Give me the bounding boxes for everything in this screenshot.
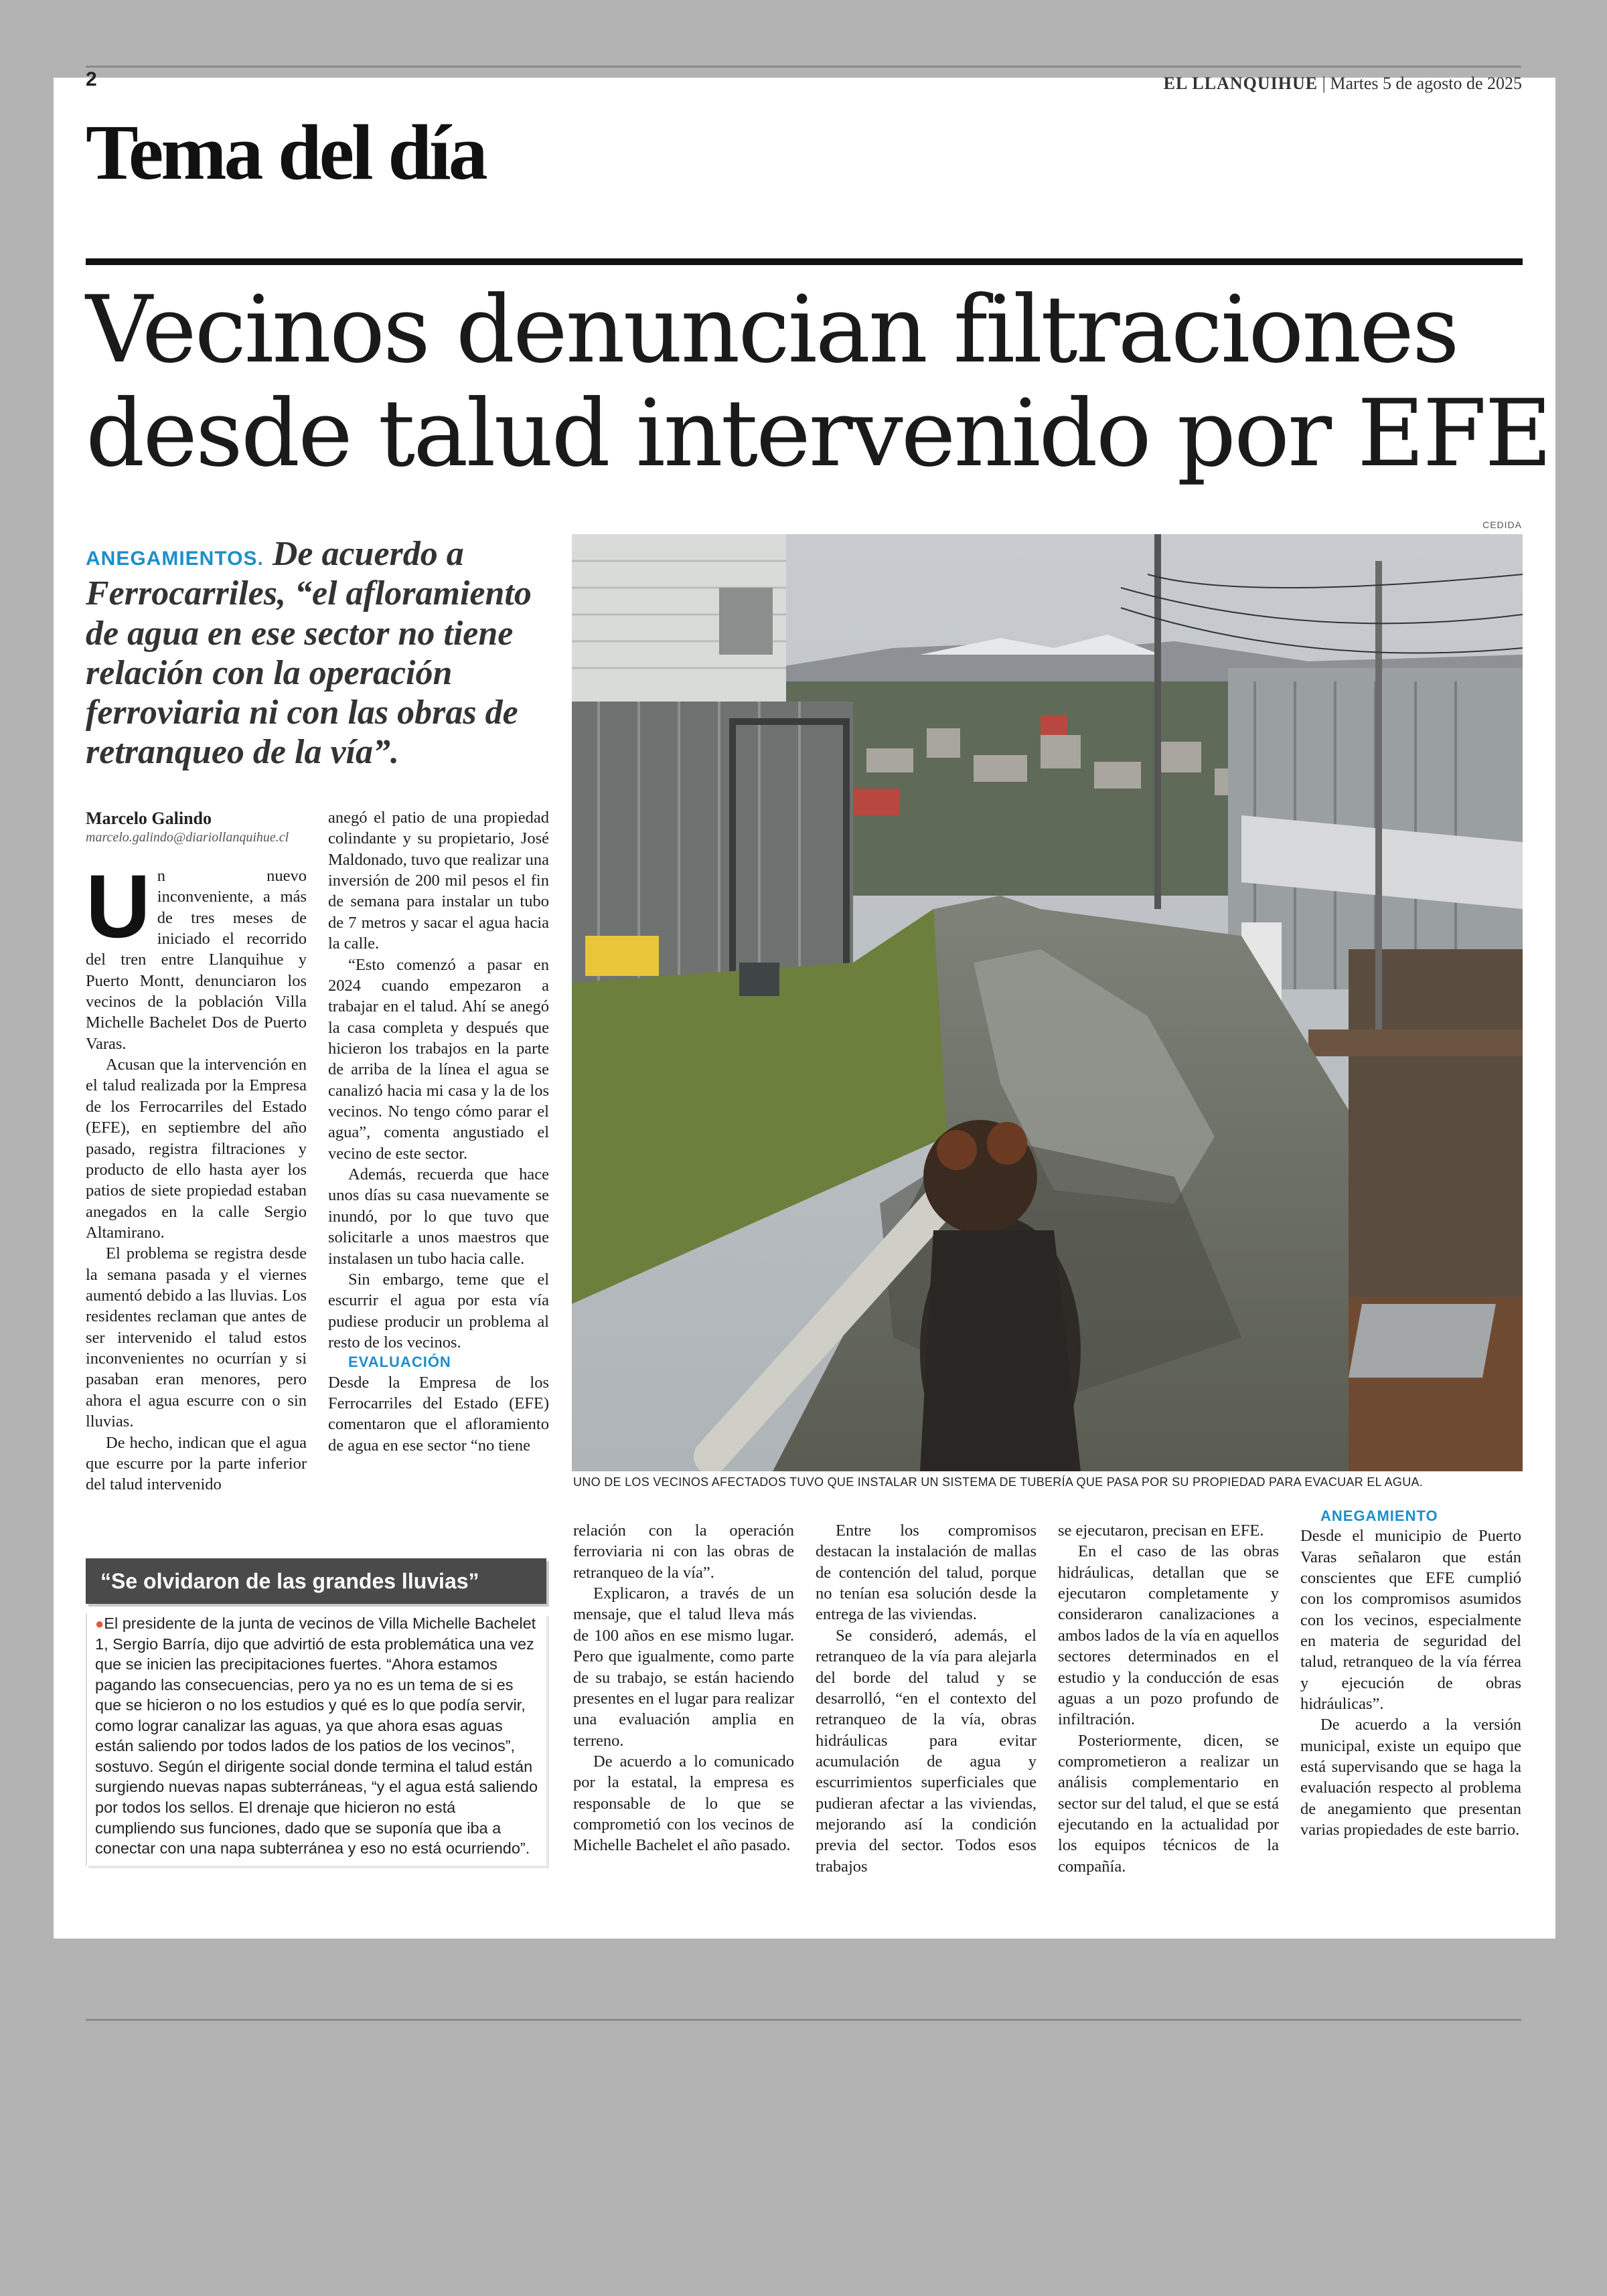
masthead — [1164, 74, 1522, 94]
subhead-evaluacion: EVALUACIÓN — [348, 1354, 451, 1371]
sidebar-body — [86, 1613, 546, 1866]
sidebar-title: “Se olvidaron de las grandes lluvias” — [86, 1558, 546, 1604]
top-divider — [86, 66, 1521, 68]
article-paragraph: “Esto comenzó a pasar en 2024 cuando empezaron a trabajar en el talud. Ahí se anegó la casa completa y después que hicieron los trabajos en la parte de arriba de la línea el agua se canalizó hacia mi casa y la de los vecinos. No tengo cómo parar el agua”, comenta angustiado el vecino de este sector. — [328, 955, 549, 1163]
author-email: marcelo.galindo@diariollanquihue.cl — [86, 830, 289, 845]
article-column-5 — [1058, 1520, 1279, 1877]
subhead-anegamiento: ANEGAMIENTO — [1320, 1507, 1438, 1524]
newspaper-page — [54, 68, 1555, 1939]
article-paragraph: De acuerdo a lo comunicado por la estatal, la empresa es responsable de lo que se comprometió con los vecinos de Michelle Bachelet el año pasado. — [573, 1752, 794, 1855]
article-paragraph: Además, recuerda que hace unos días su casa nuevamente se inundó, por lo que tuvo que solicitarle a unos maestros que instalasen un tubo hacia calle. — [328, 1165, 549, 1268]
article-photo — [572, 534, 1523, 1471]
article-paragraph: Explicaron, a través de un mensaje, que el talud lleva más de 100 años en ese mismo lugar. Pero que igualmente, como parte de su trabajo, se están haciendo presentes en el lugar para realizar una evaluación amplia en terreno. — [573, 1584, 794, 1750]
article-paragraph: Sin embargo, teme que el escurrir el agua por esta vía pudiese producir un problema al resto de los vecinos. — [328, 1270, 549, 1351]
article-paragraph: Posteriormente, dicen, se comprometieron a realizar un análisis complementario en sector sur del talud, el que se está ejecutando en la actualidad por los equipos técnicos de la compañía. — [1058, 1731, 1279, 1876]
article-column-1 — [86, 807, 307, 1495]
article-paragraph: De acuerdo a la versión municipal, existe un equipo que está supervisando que se haga la evaluación respecto al problema de anegamiento que presentan varias propiedades de este barrio. — [1300, 1716, 1521, 1839]
sidebar-bullet-icon: ● — [95, 1615, 104, 1632]
article-paragraph: De hecho, indican que el agua que escurre por la parte inferior del talud intervenido — [86, 1433, 307, 1494]
masthead-separator: | — [1322, 74, 1330, 93]
author-name: Marcelo Galindo — [86, 809, 212, 828]
article-paragraph: relación con la operación ferroviaria ni con las obras de retranqueo de la vía”. — [573, 1522, 794, 1582]
article-paragraph: Desde el municipio de Puerto Varas señalaron que están conscientes que EFE cumplió con los compromisos asumidos con los vecinos, especialmente en materia de seguridad del talud, retranqueo de la vía férrea y ejecución de obras hidráulicas”. — [1300, 1527, 1521, 1714]
bottom-divider — [86, 2019, 1521, 2021]
street-flood-photo-illustration — [572, 534, 1523, 1471]
photo-credit: CEDIDA — [1482, 519, 1522, 530]
section-title: Tema del día — [86, 108, 485, 196]
page-number: 2 — [86, 68, 97, 90]
article-paragraph: El problema se registra desde la semana pasada y el viernes aumentó debido a las lluvias. Los residentes reclaman que antes de ser intervenido el talud estos inconvenientes no ocurrían y si pasaban eran menores, pero ahora el agua escurre con o sin lluvias. — [86, 1244, 307, 1431]
article-paragraph: Desde la Empresa de los Ferrocarriles del Estado (EFE) comentaron que el afloramiento de agua en ese sector “no tiene — [328, 1373, 549, 1455]
article-paragraph: Un nuevo inconveniente, a más de tres meses de iniciado el recorrido del tren entre Llanquihue y Puerto Montt, denunciaron los vecinos de la población Villa Michelle Bachelet Dos de Puerto Varas. — [86, 856, 307, 1053]
article-paragraph: se ejecutaron, precisan en EFE. — [1058, 1522, 1264, 1540]
headline-line-1: Vecinos denuncian filtraciones — [86, 276, 1458, 384]
headline-line-2: desde talud intervenido por EFE — [86, 379, 1551, 487]
article-column-6 — [1300, 1507, 1521, 1841]
article-paragraph: Entre los compromisos destacan la instalación de mallas de contención del talud, porque no tenían esa solución desde la entrega de las viviendas. — [816, 1522, 1037, 1624]
photo-caption: UNO DE LOS VECINOS AFECTADOS TUVO QUE INSTALAR UN SISTEMA DE TUBERÍA QUE PASA POR SU PROPIEDAD PARA EVACUAR EL AGUA. — [573, 1475, 1424, 1489]
article-column-2 — [328, 807, 549, 1456]
publication-name: EL LLANQUIHUE — [1163, 74, 1318, 93]
lead-paragraph — [86, 534, 548, 772]
drop-cap: U — [86, 856, 151, 957]
article-column-3 — [573, 1520, 794, 1856]
lead-text: De acuerdo a Ferrocarriles, “el afloramiento de agua en ese sector no tiene relación con la operación ferroviaria ni con las obras de retranqueo de la vía”. — [86, 535, 532, 772]
publication-date: Martes 5 de agosto de 2025 — [1330, 74, 1522, 93]
lead-kicker: ANEGAMIENTOS. — [86, 548, 264, 570]
sidebar-box — [86, 1558, 546, 1973]
article-paragraph: En el caso de las obras hidráulicas, detallan que se ejecutaron completamente y consideraron canalizaciones a ambos lados de la vía en aquellos sectores determinados en el estudio y la conducción de esas aguas a un pozo profundo de infiltración. — [1058, 1542, 1279, 1729]
sidebar-text: El presidente de la junta de vecinos de Villa Michelle Bachelet 1, Sergio Barría, dijo que advirtió de esta problemática una vez que se inicien las precipitaciones fuertes. “Ahora estamos pagando las consecuencias, pero ya no es un tema de si es que se hicieron o no los estudios y qué es lo que podía servir, como lograr canalizar las aguas, ya que ahora esas aguas están saliendo por todos lados de los patios de los vecinos”, sostuvo. Según el dirigente social donde termina el talud están surgiendo nuevas napas subterráneas, “y el agua está saliendo por todos los sellos. El drenaje que hicieron no está cumpliendo sus funciones, dado que se suponía que iba a conectar con una napa subterránea y eso no está ocurriendo”. — [95, 1615, 538, 1858]
article-paragraph: anegó el patio de una propiedad colindante y su propietario, José Maldonado, tuvo que realizar una inversión de 200 mil pesos el fin de semana para instalar un tubo de 7 metros y sacar el agua hacia la calle. — [328, 809, 549, 953]
headline — [86, 276, 1551, 487]
article-paragraph: Acusan que la intervención en el talud realizada por la Empresa de los Ferrocarriles del Estado (EFE), en septiembre del año pasado, registra filtraciones y producto de ello hasta ayer los patios de siete propiedad estaban anegados en la calle Sergio Altamirano. — [86, 1056, 307, 1242]
article-paragraph: Se consideró, además, el retranqueo de la vía para alejarla del borde del talud y se desarrolló, “en el contexto del retranqueo de la vía, obras hidráulicas para evitar acumulación de agua y escurrimientos superficiales que pudieran afectar a las viviendas, mejorando así la condición previa del sector. Todos esos trabajos — [816, 1626, 1037, 1876]
article-column-4 — [816, 1520, 1037, 1877]
section-rule — [86, 258, 1523, 265]
